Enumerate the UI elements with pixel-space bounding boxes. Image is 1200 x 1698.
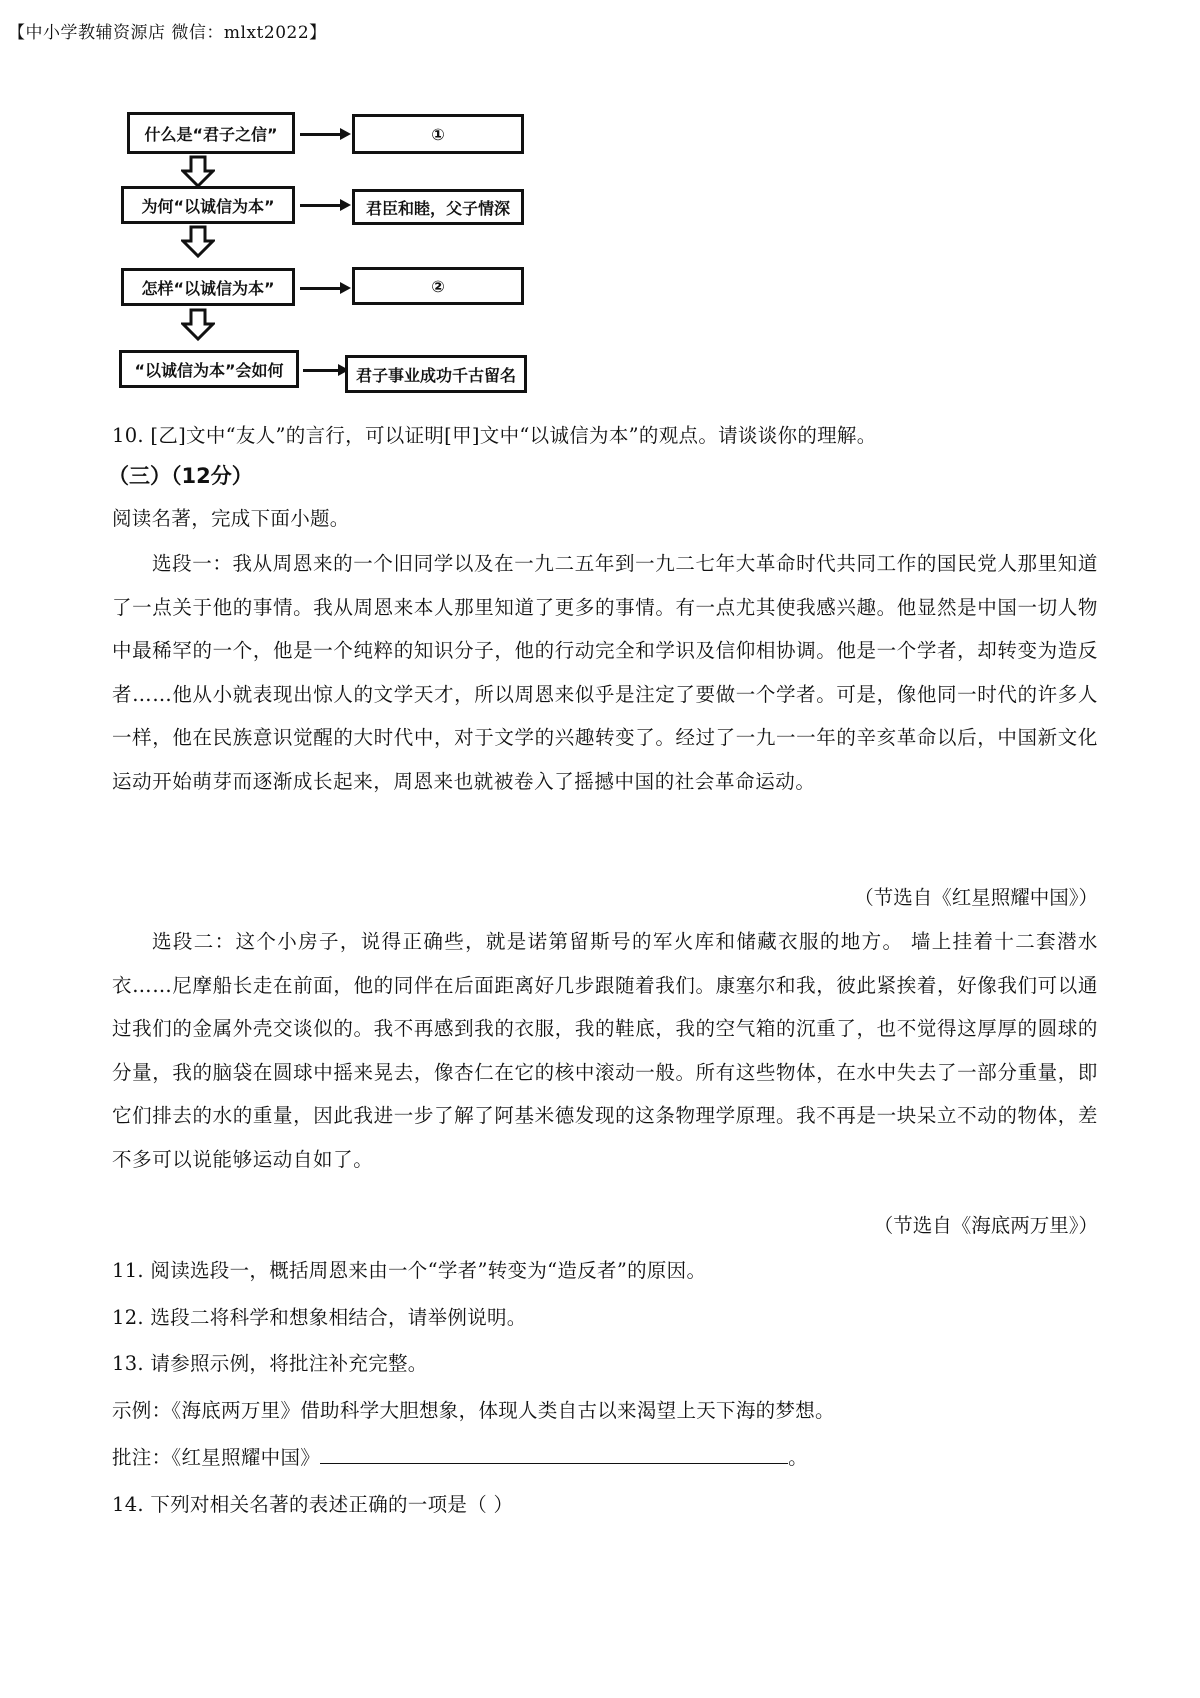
annotation-prefix: 批注：《红星照耀中国》: [112, 1446, 321, 1469]
excerpt-2: 选段二：这个小房子，说得正确些，就是诺第留斯号的军火库和储藏衣服的地方。 墙上挂着十二套潜水衣……尼摩船长走在前面，他的同伴在后面距离好几步跟随着我们。康塞尔和我，彼此紧挨着，好像我们可以通过我们的金属外壳交谈似的。我不再感到我的衣服，我的鞋底，我的空气箱的沉重了，也不觉得这厚厚的圆球的分量，我的脑袋在圆球中摇来晃去，像杏仁在它的核中滚动一般。所有这些物体，在水中失去了一部分重量，即它们排去的水的重量，因此我进一步了解了阿基米德发现的这条物理学原理。我不再是一块呆立不动的物体，差不多可以说能够运动自如了。: [112, 930, 1098, 1171]
flowchart-right-arrow: [300, 287, 342, 290]
flowchart-right-arrow: [303, 369, 340, 372]
annotation-line: [112, 1442, 808, 1470]
flowchart-question-box: “以诚信为本”会如何: [119, 350, 299, 388]
flowchart-answer-box: 君臣和睦，父子情深: [352, 189, 524, 225]
example-line: 示例：《海底两万里》借助科学大胆想象，体现人类自古以来渴望上天下海的梦想。: [112, 1399, 835, 1422]
flowchart-question-box: 什么是“君子之信”: [127, 112, 295, 154]
section-title: （三）（12分）: [108, 464, 253, 488]
excerpt-2-source: （节选自《海底两万里》）: [873, 1214, 1098, 1237]
section-instruction: 阅读名著，完成下面小题。: [112, 507, 350, 530]
question-10: 10. [乙]文中“友人”的言行，可以证明[甲]文中“以诚信为本”的观点。请谈谈你的理解。: [112, 424, 877, 447]
excerpt-1: 选段一：我从周恩来的一个旧同学以及在一九二五年到一九二七年大革命时代共同工作的国民党人那里知道了一点关于他的事情。我从周恩来本人那里知道了更多的事情。有一点尤其使我感兴趣。他显然是中国一切人物中最稀罕的一个，他是一个纯粹的知识分子，他的行动完全和学识及信仰相协调。他是一个学者，却转变为造反者……他从小就表现出惊人的文学天才，所以周恩来似乎是注定了要做一个学者。可是，像他同一时代的许多人一样，他在民族意识觉醒的大时代中，对于文学的兴趣转变了。经过了一九一一年的辛亥革命以后，中国新文化运动开始萌芽而逐渐成长起来，周恩来也就被卷入了摇撼中国的社会革命运动。: [112, 552, 1098, 793]
flowchart-right-arrow: [300, 204, 342, 207]
flowchart-question-box: 怎样“以诚信为本”: [121, 268, 295, 306]
question-13: 13. 请参照示例，将批注补充完整。: [112, 1352, 428, 1375]
down-arrow-icon: [181, 308, 215, 342]
excerpt-1-source: （节选自《红星照耀中国》）: [854, 886, 1098, 909]
flowchart-right-arrow: [300, 133, 342, 136]
down-arrow-icon: [181, 225, 215, 259]
question-12: 12. 选段二将科学和想象相结合，请举例说明。: [112, 1306, 527, 1329]
flowchart-answer-box: ①: [352, 114, 524, 154]
page-header: 【中小学教辅资源店 微信：mlxt2022】: [8, 23, 327, 43]
flowchart-answer-box: ②: [352, 267, 524, 305]
question-14: 14. 下列对相关名著的表述正确的一项是（ ）: [112, 1493, 514, 1516]
flowchart-question-box: 为何“以诚信为本”: [121, 186, 295, 224]
answer-blank[interactable]: [320, 1445, 788, 1464]
down-arrow-icon: [181, 155, 215, 189]
question-11: 11. 阅读选段一，概括周恩来由一个“学者”转变为“造反者”的原因。: [112, 1259, 707, 1282]
flowchart-answer-box: 君子事业成功千古留名: [345, 355, 527, 393]
annotation-suffix: 。: [788, 1446, 808, 1469]
